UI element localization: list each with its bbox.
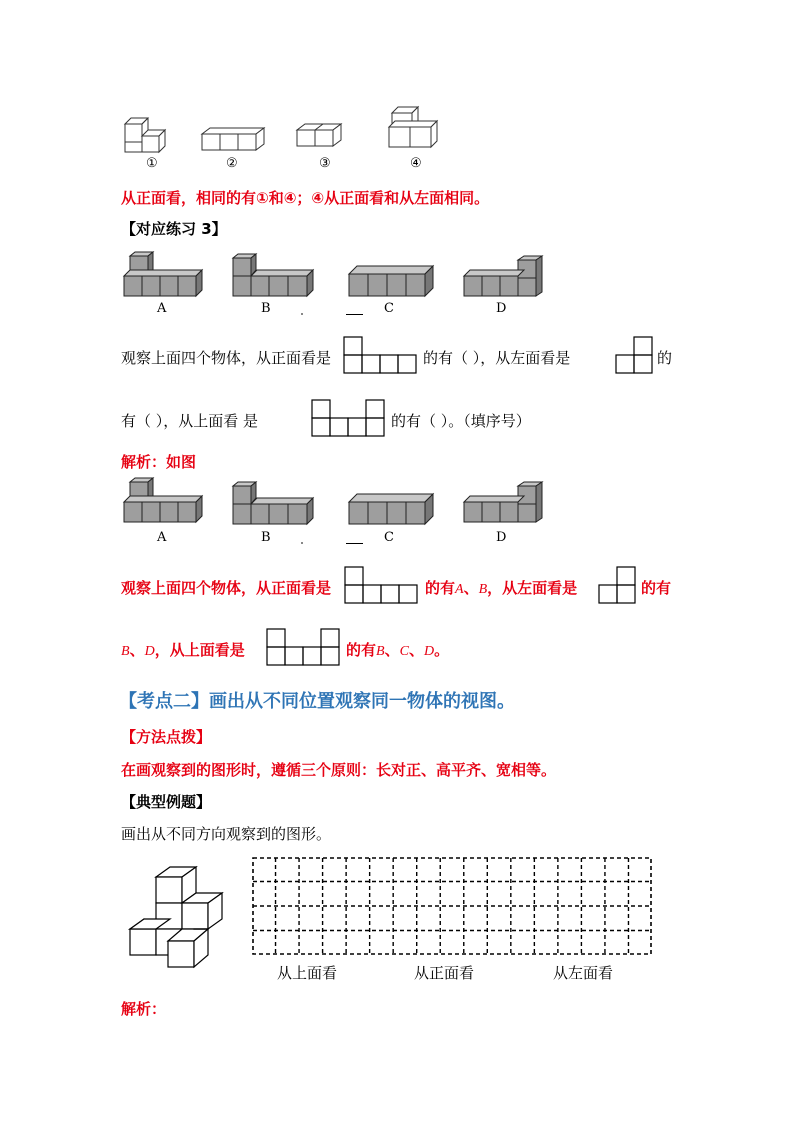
example-text: 画出从不同方向观察到的图形。 (121, 825, 332, 843)
analysis-label-d: D (496, 530, 507, 545)
top-answer-sep1: 、 (384, 641, 400, 659)
practice-q-part1: 观察上面四个物体，从正面看是 (121, 349, 332, 367)
practice-q-part2: 的有（ ），从左面看是 (423, 349, 571, 367)
grid-label-top: 从上面看 (277, 964, 338, 982)
practice3-heading: 【对应练习 3】 (121, 220, 227, 238)
left-answer-d: D (144, 644, 155, 659)
top-answer-sep2: 、 (408, 641, 424, 659)
practice-label-d: D (496, 301, 507, 316)
method-text: 在画观察到的图形时，遵循三个原则：长对正、高平齐、宽相等。 (121, 761, 557, 779)
practice-q-part4: 有（ ），从上面看 是 (121, 412, 259, 430)
analysis-a-end: 。 (434, 641, 450, 659)
top-figure-2 (200, 126, 270, 154)
practice-q-part5: 的有（ ）。（填序号） (391, 412, 531, 430)
top-figure-1 (122, 112, 177, 154)
left-answer-b: B (121, 644, 130, 659)
practice-figure-a (122, 250, 207, 300)
analysis-top-diagram (266, 628, 342, 668)
practice-q-part3: 的 (657, 349, 673, 367)
example-cube-structure (128, 865, 228, 970)
left-answer-sep: 、 (129, 641, 145, 659)
top-figure-4 (387, 105, 442, 153)
analysis-front-diagram (344, 566, 420, 606)
practice-label-c: C (384, 301, 394, 316)
analysis-a-line2-rest (346, 639, 449, 660)
analysis-figure-b (230, 480, 320, 528)
analysis2-heading: 解析： (121, 1000, 167, 1018)
grid-label-front: 从正面看 (414, 964, 475, 982)
analysis1-heading: 解析：如图 (121, 453, 197, 471)
answer-top: 从正面看，相同的有①和④；④从正面看和从左面相同。 (121, 189, 490, 207)
analysis-label-c: C (384, 530, 394, 545)
top-label-1: ① (146, 156, 158, 171)
practice-figure-b (230, 252, 320, 300)
dot-mark-2 (301, 542, 303, 544)
analysis-a-line2 (121, 639, 245, 660)
analysis-a-part6: 的有 (346, 641, 377, 659)
grid-label-left: 从左面看 (553, 964, 614, 982)
top-label-4: ④ (410, 156, 422, 171)
front-answer-b: B (478, 582, 488, 597)
analysis-label-a: A (157, 530, 167, 545)
top-figure-3 (295, 122, 345, 152)
dot-mark (301, 313, 303, 315)
top-label-2: ② (226, 156, 238, 171)
analysis-a-part4: 的有 (641, 579, 672, 597)
top-answer-d: D (423, 644, 435, 659)
analysis-left-diagram (598, 566, 638, 606)
analysis-a-part2: 的有 (425, 579, 456, 597)
analysis-figure-a (122, 476, 207, 526)
practice-figure-c (345, 262, 440, 300)
analysis-a-part1: 观察上面四个物体，从正面看是 (121, 579, 332, 597)
front-answer-a: A (455, 582, 464, 597)
practice-label-a: A (157, 301, 167, 316)
practice-label-b: B (261, 301, 271, 316)
top-answer-c: C (399, 644, 409, 659)
underline-mark (346, 314, 363, 315)
method-heading: 【方法点拨】 (121, 728, 212, 746)
view-front-diagram (343, 336, 419, 376)
front-answer-sep: 、 (463, 579, 479, 597)
top-label-3: ③ (319, 156, 331, 171)
view-top-diagram (311, 399, 387, 439)
analysis-a-part5: ，从上面看是 (154, 641, 245, 659)
drawing-grid (252, 857, 652, 957)
analysis-a-part3: ，从左面看是 (487, 579, 578, 597)
view-left-diagram (615, 336, 655, 376)
underline-mark-2 (346, 543, 363, 544)
practice-figure-d (462, 254, 552, 300)
section2-title: 【考点二】画出从不同位置观察同一物体的视图。 (119, 691, 515, 712)
analysis-figure-c (345, 490, 440, 528)
analysis-figure-d (462, 480, 552, 526)
top-answer-b: B (376, 644, 385, 659)
example-heading: 【典型例题】 (121, 793, 212, 811)
analysis-a-line1-rest (425, 577, 577, 598)
analysis-label-b: B (261, 530, 271, 545)
